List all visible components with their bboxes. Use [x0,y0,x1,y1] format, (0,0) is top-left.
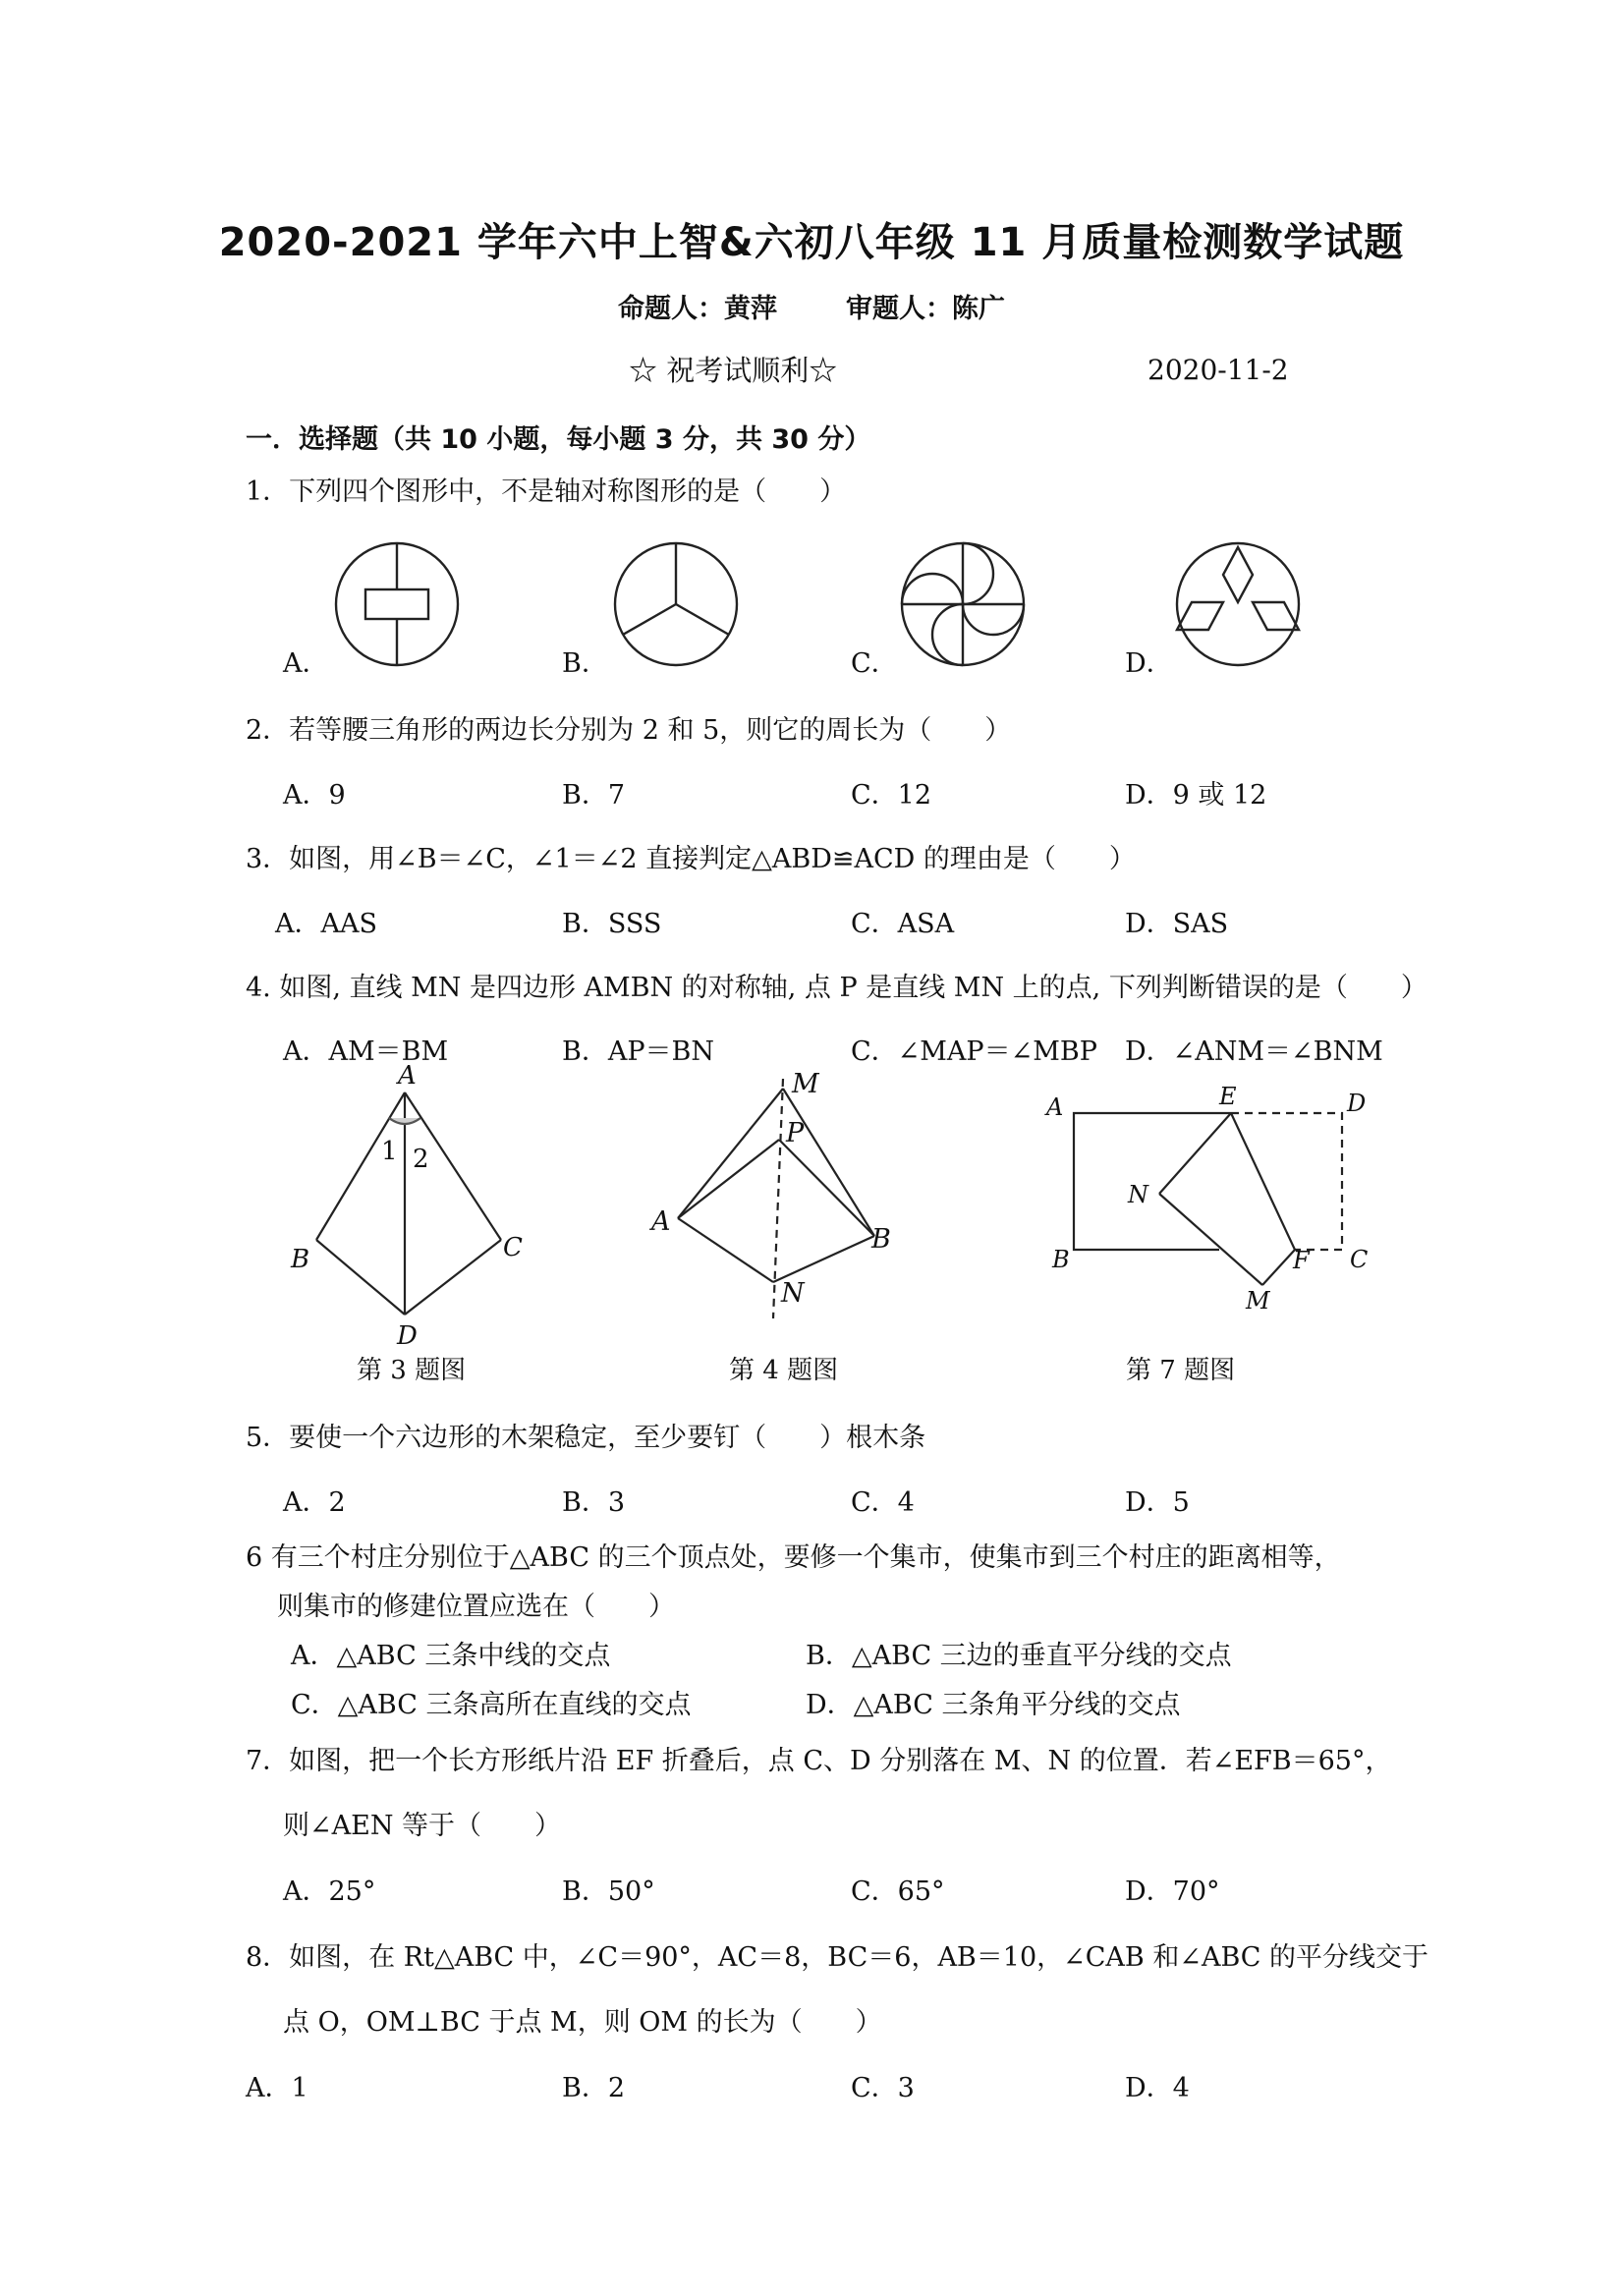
q6-option-b: B．△ABC 三边的垂直平分线的交点 [806,1641,1232,1671]
q6-option-d: D．△ABC 三条角平分线的交点 [806,1690,1181,1720]
figure-3 [316,1092,501,1315]
reviewer: 审题人：陈广 [846,294,1005,324]
question-7-stem-line2: 则∠AEN 等于（ ） [283,1811,562,1841]
q5-option-c: C．4 [851,1487,915,1518]
page-title: 2020-2021 学年六中上智&六初八年级 11 月质量检测数学试题 [218,220,1405,265]
fig3-label-2: 2 [413,1145,429,1174]
q4-option-c: C．∠MAP＝∠MBP [851,1036,1097,1067]
q7-option-d: D．70° [1125,1876,1220,1907]
fig3-label-a: A [398,1061,417,1091]
question-7-stem-line1: 7．如图，把一个长方形纸片沿 EF 折叠后，点 C、D 分别落在 M、N 的位置．若∠EFB＝65°， [246,1746,1392,1776]
question-8-stem-line1: 8．如图，在 Rt△ABC 中，∠C＝90°，AC＝8，BC＝6，AB＝10，∠CAB 和∠ABC 的平分线交于 [246,1942,1429,1973]
q1-option-b: B． [562,648,608,679]
setter: 命题人：黄萍 [618,294,777,324]
fig4-label-m: M [792,1069,819,1099]
q6-option-a: A．△ABC 三条中线的交点 [291,1641,611,1671]
fig3-label-d: D [397,1321,418,1351]
q5-option-b: B．3 [562,1487,626,1518]
q3-option-a: A．AAS [275,909,377,939]
fig4-label-p: P [786,1118,805,1148]
question-5-stem: 5．要使一个六边形的木架稳定，至少要钉（ ）根木条 [246,1423,926,1453]
q5-option-d: D．5 [1125,1487,1190,1518]
q1-option-d: D． [1125,648,1173,679]
q8-option-a: A．1 [246,2073,308,2103]
q7-option-c: C．65° [851,1876,945,1907]
q2-option-d: D．9 或 12 [1125,780,1267,811]
fig7-label-m: M [1246,1287,1270,1315]
fig7-label-b: B [1052,1246,1070,1273]
q2-option-c: C．12 [851,780,932,811]
fig7-label-n: N [1128,1181,1148,1208]
q4-option-a: A．AM＝BM [283,1036,449,1067]
q3-option-c: C．ASA [851,909,955,939]
fig7-label-f: F [1293,1247,1310,1274]
fig3-label-b: B [291,1245,310,1274]
q7-option-b: B．50° [562,1876,655,1907]
q8-option-c: C．3 [851,2073,915,2103]
fig3-caption: 第 3 题图 [357,1356,467,1385]
wish-line: ☆ 祝考试顺利☆ [629,354,838,387]
q6-option-c: C．△ABC 三条高所在直线的交点 [291,1690,692,1720]
fig7-label-d: D [1347,1090,1367,1117]
q2-option-b: B．7 [562,780,626,811]
question-6-stem-line2: 则集市的修建位置应选在（ ） [277,1592,675,1622]
question-2-stem: 2．若等腰三角形的两边长分别为 2 和 5，则它的周长为（ ） [246,715,1012,746]
q1-option-c: C． [851,648,898,679]
exam-date: 2020-11-2 [1147,354,1289,386]
fig7-label-a: A [1046,1093,1064,1121]
question-8-stem-line2: 点 O，OM⊥BC 于点 M，则 OM 的长为（ ） [283,2007,882,2038]
q3-option-d: D．SAS [1125,909,1229,939]
fig7-label-c: C [1350,1246,1369,1273]
fig7-label-e: E [1219,1083,1237,1110]
q5-option-a: A．2 [283,1487,346,1518]
fig7-caption: 第 7 题图 [1126,1356,1236,1385]
figure-4 [678,1079,874,1318]
q3-option-b: B．SSS [562,909,662,939]
question-1-stem: 1．下列四个图形中，不是轴对称图形的是（ ） [246,476,847,507]
fig4-label-b: B [871,1224,891,1255]
q2-option-a: A．9 [283,780,346,811]
q8-option-d: D．4 [1125,2073,1190,2103]
question-3-stem: 3．如图，用∠B＝∠C，∠1＝∠2 直接判定△ABD≌ACD 的理由是（ ） [246,844,1136,874]
fig4-caption: 第 4 题图 [729,1356,839,1385]
fig3-label-c: C [503,1233,523,1262]
fig4-label-n: N [781,1278,805,1309]
q4-option-d: D．∠ANM＝∠BNM [1125,1036,1383,1067]
question-4-stem: 4. 如图, 直线 MN 是四边形 AMBN 的对称轴, 点 P 是直线 MN 上的点, 下列判断错误的是（ ） [246,973,1427,1003]
section-heading: 一．选择题（共 10 小题，每小题 3 分，共 30 分） [246,424,871,455]
question-6-stem-line1: 6 有三个村庄分别位于△ABC 的三个顶点处，要修一个集市，使集市到三个村庄的距离相等， [246,1542,1341,1573]
q8-option-b: B．2 [562,2073,626,2103]
q7-option-a: A．25° [283,1876,376,1907]
fig4-label-a: A [651,1206,671,1237]
q1-option-a: A． [283,648,329,679]
fig3-label-1: 1 [381,1137,398,1166]
q4-option-b: B．AP＝BN [562,1036,714,1067]
